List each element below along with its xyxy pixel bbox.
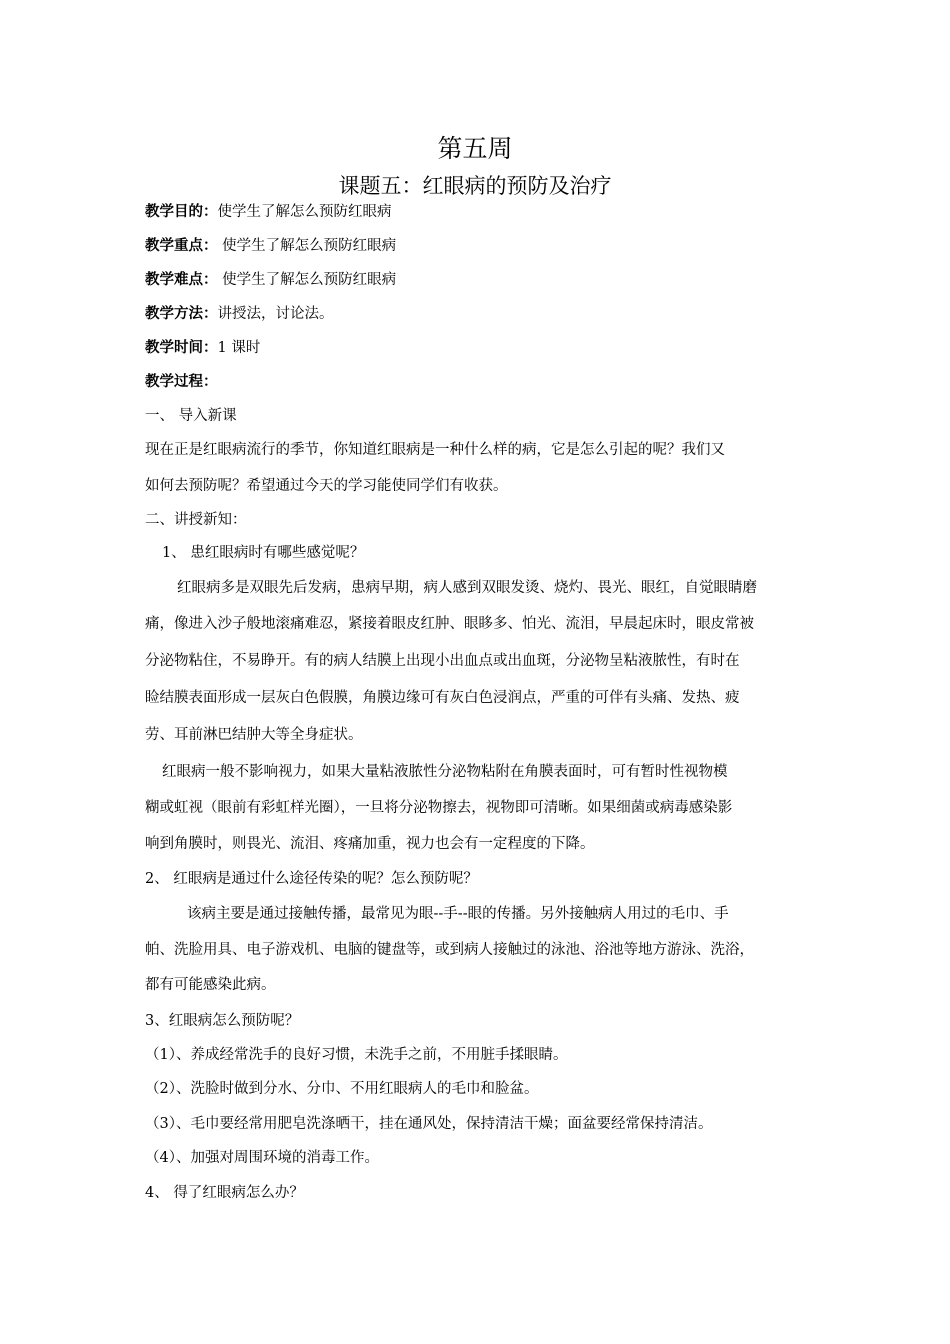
paragraph-line: 响到角膜时，则畏光、流泪、疼痛加重，视力也会有一定程度的下降。 — [145, 836, 595, 852]
teaching-process-label: 教学过程： — [145, 374, 218, 390]
paragraph-line: 分泌物粘住，不易睁开。有的病人结膜上出现小出血点或出血斑，分泌物呈粘液脓性，有时在 — [145, 653, 740, 669]
teaching-time-label: 教学时间： — [145, 340, 218, 356]
paragraph-line: 该病主要是通过接触传播，最常见为眼--手--眼的传播。另外接触病人用过的毛巾、手 — [187, 906, 729, 922]
paragraph-line: 帕、洗脸用具、电子游戏机、电脑的键盘等，或到病人接触过的泳池、浴池等地方游泳、洗浴， — [145, 942, 754, 958]
teaching-focus-label: 教学重点： — [145, 238, 218, 254]
teaching-purpose-value: 使学生了解怎么预防红眼病 — [217, 204, 392, 220]
teaching-method — [145, 304, 815, 324]
teaching-focus — [145, 236, 815, 256]
section-heading: 二、讲授新知： — [145, 512, 247, 528]
teaching-focus-value: 使学生了解怎么预防红眼病 — [217, 238, 397, 254]
list-item: （4）、加强对周围环境的消毒工作。 — [145, 1150, 379, 1166]
list-item: （2）、洗脸时做到分水、分巾、不用红眼病人的毛巾和脸盆。 — [145, 1081, 539, 1097]
teaching-purpose-label: 教学目的： — [145, 204, 218, 220]
teaching-process — [145, 372, 815, 392]
lesson-title: 课题五：红眼病的预防及治疗 — [338, 174, 612, 198]
paragraph-line: 糊或虹视（眼前有彩虹样光圈），一旦将分泌物擦去，视物即可清晰。如果细菌或病毒感染影 — [145, 800, 733, 816]
teaching-difficulty-label: 教学难点： — [145, 272, 218, 288]
question-heading: 2、 红眼病是通过什么途径传染的呢？怎么预防呢？ — [145, 871, 478, 887]
section-heading: 一、 导入新课 — [145, 408, 237, 424]
list-item: （1）、养成经常洗手的良好习惯，未洗手之前，不用脏手揉眼睛。 — [145, 1047, 568, 1063]
page-title: 第五周 — [437, 134, 513, 163]
teaching-time — [145, 338, 815, 358]
question-heading: 1、 患红眼病时有哪些感觉呢？ — [162, 545, 365, 561]
paragraph-line: 都有可能感染此病。 — [145, 977, 276, 993]
paragraph-line: 劳、耳前淋巴结肿大等全身症状。 — [145, 727, 363, 743]
paragraph-line: 睑结膜表面形成一层灰白色假膜，角膜边缘可有灰白色浸润点，严重的可伴有头痛、发热、疲 — [145, 690, 740, 706]
paragraph-line: 红眼病一般不影响视力，如果大量粘液脓性分泌物粘附在角膜表面时，可有暂时性视物模 — [162, 764, 728, 780]
teaching-difficulty-value: 使学生了解怎么预防红眼病 — [217, 272, 397, 288]
teaching-method-value: 讲授法，讨论法。 — [217, 306, 334, 322]
list-item: （3）、毛巾要经常用肥皂洗涤晒干，挂在通风处，保持清洁干燥；面盆要经常保持清洁。 — [145, 1116, 713, 1132]
question-heading: 3、红眼病怎么预防呢？ — [145, 1013, 300, 1029]
question-heading: 4、 得了红眼病怎么办？ — [145, 1185, 304, 1201]
paragraph-line: 痛，像进入沙子般地滚痛难忍，紧接着眼皮红肿、眼眵多、怕光、流泪，早晨起床时，眼皮常被 — [145, 616, 754, 632]
paragraph-line: 如何去预防呢？希望通过今天的学习能使同学们有收获。 — [145, 478, 508, 494]
teaching-purpose — [145, 202, 815, 222]
teaching-time-value: 1 课时 — [217, 340, 261, 356]
teaching-difficulty — [145, 270, 815, 290]
paragraph-line: 现在正是红眼病流行的季节，你知道红眼病是一种什么样的病，它是怎么引起的呢？我们又 — [145, 442, 725, 458]
teaching-method-label: 教学方法： — [145, 306, 218, 322]
paragraph-line: 红眼病多是双眼先后发病，患病早期，病人感到双眼发烫、烧灼、畏光、眼红，自觉眼睛磨 — [177, 580, 757, 596]
